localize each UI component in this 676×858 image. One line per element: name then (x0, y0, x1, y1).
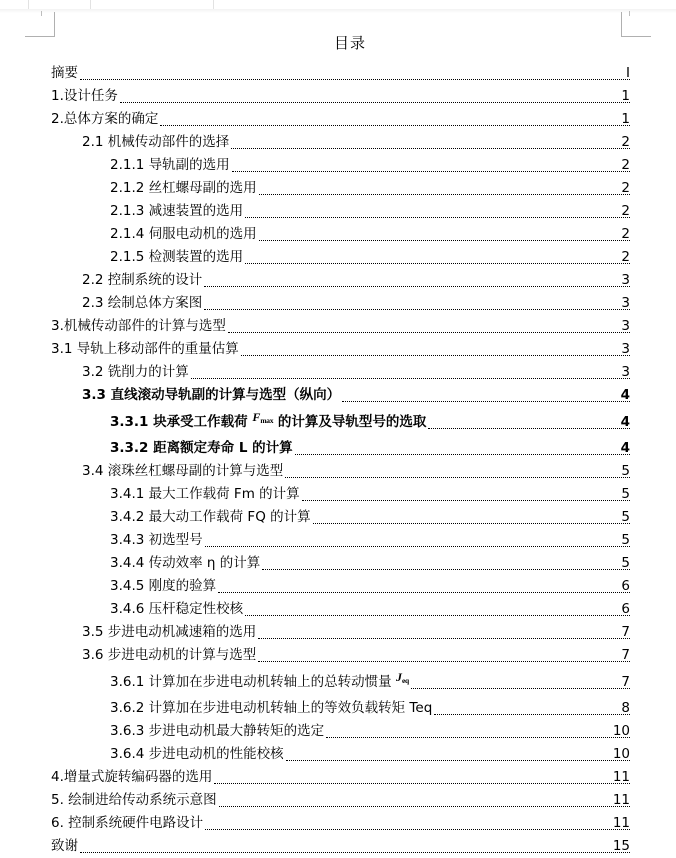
toc-entry-label: 3.5 步进电动机减速箱的选用 (82, 624, 257, 640)
toc-page-number-text: 5 (621, 532, 630, 548)
toc-page-number-text: 2 (621, 134, 630, 150)
toc-entry[interactable] (0, 131, 676, 154)
toc-entry[interactable] (0, 292, 676, 315)
toc-page-number-text: 3 (621, 272, 630, 288)
toc-page-number-text: 2 (621, 249, 630, 265)
toc-page-number-text: 2 (621, 157, 630, 173)
toc-leader-dots (160, 124, 630, 126)
toc-leader-dots (80, 78, 630, 80)
toc-page-number-text: 10 (612, 723, 630, 739)
toc-entry-label: 6. 控制系统硬件电路设计 (51, 815, 204, 831)
toc-entry[interactable] (0, 437, 676, 460)
toc-leader-dots (285, 476, 630, 478)
toc-entry-label: 3.2 铣削力的计算 (82, 364, 189, 380)
toc-leader-dots (80, 851, 630, 853)
toc-page-number-text: 4 (620, 414, 630, 430)
toc-entry[interactable] (0, 835, 676, 858)
toc-leader-dots (326, 736, 630, 738)
toc-entry[interactable] (0, 598, 676, 621)
toc-entry[interactable] (0, 269, 676, 292)
page-title (0, 33, 676, 53)
toc-entry[interactable] (0, 621, 676, 644)
toc-page-number-text: I (626, 65, 630, 81)
toc-page-number-text: 3 (621, 318, 630, 334)
toc-page-number-text: 3 (621, 364, 630, 380)
inline-math-subscript: eq (401, 676, 409, 685)
toc-entry-label: 3.4.3 初选型号 (110, 532, 203, 548)
toc-entry[interactable] (0, 246, 676, 269)
toc-entry-label: 5. 绘制进给传动系统示意图 (51, 792, 217, 808)
toc-entry[interactable] (0, 644, 676, 667)
toc-leader-dots (245, 216, 630, 218)
toc-entry[interactable] (0, 200, 676, 223)
toc-page-number-text: 5 (621, 463, 630, 479)
toc-leader-dots (241, 354, 630, 356)
toc-page-number-text: 11 (612, 815, 630, 831)
inline-math-symbol: $J_{eq}$ (395, 670, 409, 685)
toc-entry-label: 3.6.1 计算加在步进电动机转轴上的总转动惯量 $J_{eq}$ (110, 670, 409, 690)
toc-page-number-text: 7 (621, 647, 630, 663)
toc-entry[interactable] (0, 177, 676, 200)
toc-leader-dots (191, 377, 630, 379)
toc-page-number-text: 5 (621, 509, 630, 525)
toc-entry[interactable] (0, 338, 676, 361)
toc-page-number-text: 5 (621, 555, 630, 571)
toc-page-number-text: 4 (620, 440, 630, 456)
toc-entry[interactable] (0, 697, 676, 720)
toc-entry[interactable] (0, 315, 676, 338)
toc-leader-dots (245, 262, 630, 264)
toc-entry-label: 2.1 机械传动部件的选择 (82, 134, 230, 150)
toc-page-number-text: 2 (621, 226, 630, 242)
toc-leader-dots (231, 147, 630, 149)
toc-page-number-text: 10 (612, 746, 630, 762)
toc-entry[interactable] (0, 361, 676, 384)
toc-entry-label: 2.1.3 减速装置的选用 (110, 203, 244, 219)
toc-entry[interactable] (0, 506, 676, 529)
toc-entry[interactable] (0, 789, 676, 812)
toc-leader-dots (428, 427, 630, 429)
toc-entry-label: 3.1 导轨上移动部件的重量估算 (51, 341, 239, 357)
toc-entry-label: 3.4.6 压杆稳定性校核 (110, 601, 244, 617)
toc-leader-dots (262, 568, 630, 570)
toc-leader-dots (232, 170, 630, 172)
toc-entry[interactable] (0, 460, 676, 483)
toc-entry-label: 3.4.4 传动效率 η 的计算 (110, 555, 261, 571)
toc-page-number-text: 1 (621, 88, 630, 104)
toc-leader-dots (204, 285, 630, 287)
toc-entry[interactable] (0, 529, 676, 552)
toc-entry-label: 3.3.1 块承受工作载荷 $F_{max}$ 的计算及导轨型号的选取 (110, 410, 427, 430)
toc-leader-dots (295, 453, 630, 455)
toc-leader-dots (204, 308, 630, 310)
toc-entry-label: 3.4.5 刚度的验算 (110, 578, 217, 594)
toc-entry-label: 4.增量式旋转编码器的选用 (51, 769, 213, 785)
toc-leader-dots (228, 331, 630, 333)
toc-entry-label: 2.2 控制系统的设计 (82, 272, 203, 288)
toc-page-number-text: 15 (612, 838, 630, 854)
toc-leader-dots (205, 828, 630, 830)
toc-entry-label: 2.3 绘制总体方案图 (82, 295, 203, 311)
toc-entry-label: 3.4.2 最大动工作载荷 FQ 的计算 (110, 509, 311, 525)
toc-entry[interactable] (0, 667, 676, 697)
toc-page-number-text: 3 (621, 295, 630, 311)
toc-leader-dots (218, 591, 630, 593)
toc-entry[interactable] (0, 223, 676, 246)
toc-entry-label: 3.6.4 步进电动机的性能校核 (110, 746, 284, 762)
toc-page-number-text: 3 (621, 341, 630, 357)
page-title-text: 目录 (333, 34, 366, 52)
toc-entry-label: 2.1.4 伺服电动机的选用 (110, 226, 257, 242)
toc-page-number-text: 8 (621, 700, 630, 716)
toc-page-number-text: 6 (621, 578, 630, 594)
toc-entry-label: 3.4.1 最大工作载荷 Fm 的计算 (110, 486, 300, 502)
toc-entry-label: 3.3 直线滚动导轨副的计算与选型（纵向） (82, 387, 341, 403)
toc-entry-label: 摘要 (51, 65, 78, 81)
toc-entry-label: 3.6.3 步进电动机最大静转矩的选定 (110, 723, 325, 739)
toc-page-number-text: 4 (620, 387, 630, 403)
toc-entry[interactable] (0, 85, 676, 108)
toc-page-number-text: 11 (612, 769, 630, 785)
toc-page-number-text: 2 (621, 180, 630, 196)
inline-math-subscript: max (260, 416, 274, 425)
inline-math-symbol: $F_{max}$ (252, 410, 274, 425)
toc-leader-dots (313, 522, 630, 524)
toc-entry[interactable] (0, 552, 676, 575)
toc-entry-label: 1.设计任务 (51, 88, 118, 104)
toc-entry[interactable] (0, 720, 676, 743)
toc-page-number-text: 7 (621, 674, 630, 690)
toc-entry-label: 2.总体方案的确定 (51, 111, 159, 127)
toc-entry[interactable] (0, 407, 676, 437)
toc-leader-dots (219, 805, 630, 807)
toc-entry-label: 2.1.1 导轨副的选用 (110, 157, 230, 173)
toc-page-number-text: 11 (612, 792, 630, 808)
toc-page-number-text: 1 (621, 111, 630, 127)
toc-entry-label: 3.6 步进电动机的计算与选型 (82, 647, 257, 663)
toc-entry[interactable] (0, 766, 676, 789)
toc-leader-dots (205, 545, 630, 547)
toc-leader-dots (302, 499, 630, 501)
toc-entry-label: 2.1.5 检测装置的选用 (110, 249, 244, 265)
toc-entry-label: 3.机械传动部件的计算与选型 (51, 318, 226, 334)
toc-entry[interactable] (0, 743, 676, 766)
toc-page-number-text: 2 (621, 203, 630, 219)
table-of-contents (0, 62, 676, 858)
toc-entry-label: 2.1.2 丝杠螺母副的选用 (110, 180, 257, 196)
toc-leader-dots (411, 687, 630, 689)
toc-leader-dots (214, 782, 630, 784)
toc-entry-label: 3.4 滚珠丝杠螺母副的计算与选型 (82, 463, 284, 479)
toc-page-number-text: 6 (621, 601, 630, 617)
toc-entry[interactable] (0, 108, 676, 131)
toc-entry-label: 3.3.2 距离额定寿命 L 的计算 (110, 440, 293, 456)
toc-leader-dots (342, 400, 630, 402)
toc-entry[interactable] (0, 812, 676, 835)
toc-entry-label: 致谢 (51, 838, 78, 854)
toc-entry[interactable] (0, 483, 676, 506)
toc-entry-label: 3.6.2 计算加在步进电动机转轴上的等效负载转矩 Teq (110, 700, 433, 716)
toc-leader-dots (286, 759, 630, 761)
toc-leader-dots (245, 614, 630, 616)
toc-leader-dots (120, 101, 630, 103)
toc-leader-dots (259, 193, 630, 195)
toc-leader-dots (434, 713, 630, 715)
toc-entry[interactable] (0, 62, 676, 85)
toc-leader-dots (258, 660, 630, 662)
toc-leader-dots (259, 239, 630, 241)
toc-entry[interactable] (0, 384, 676, 407)
toc-entry[interactable] (0, 154, 676, 177)
toc-entry[interactable] (0, 575, 676, 598)
toc-page-number-text: 5 (621, 486, 630, 502)
toc-leader-dots (258, 637, 630, 639)
toc-page-number-text: 7 (621, 624, 630, 640)
